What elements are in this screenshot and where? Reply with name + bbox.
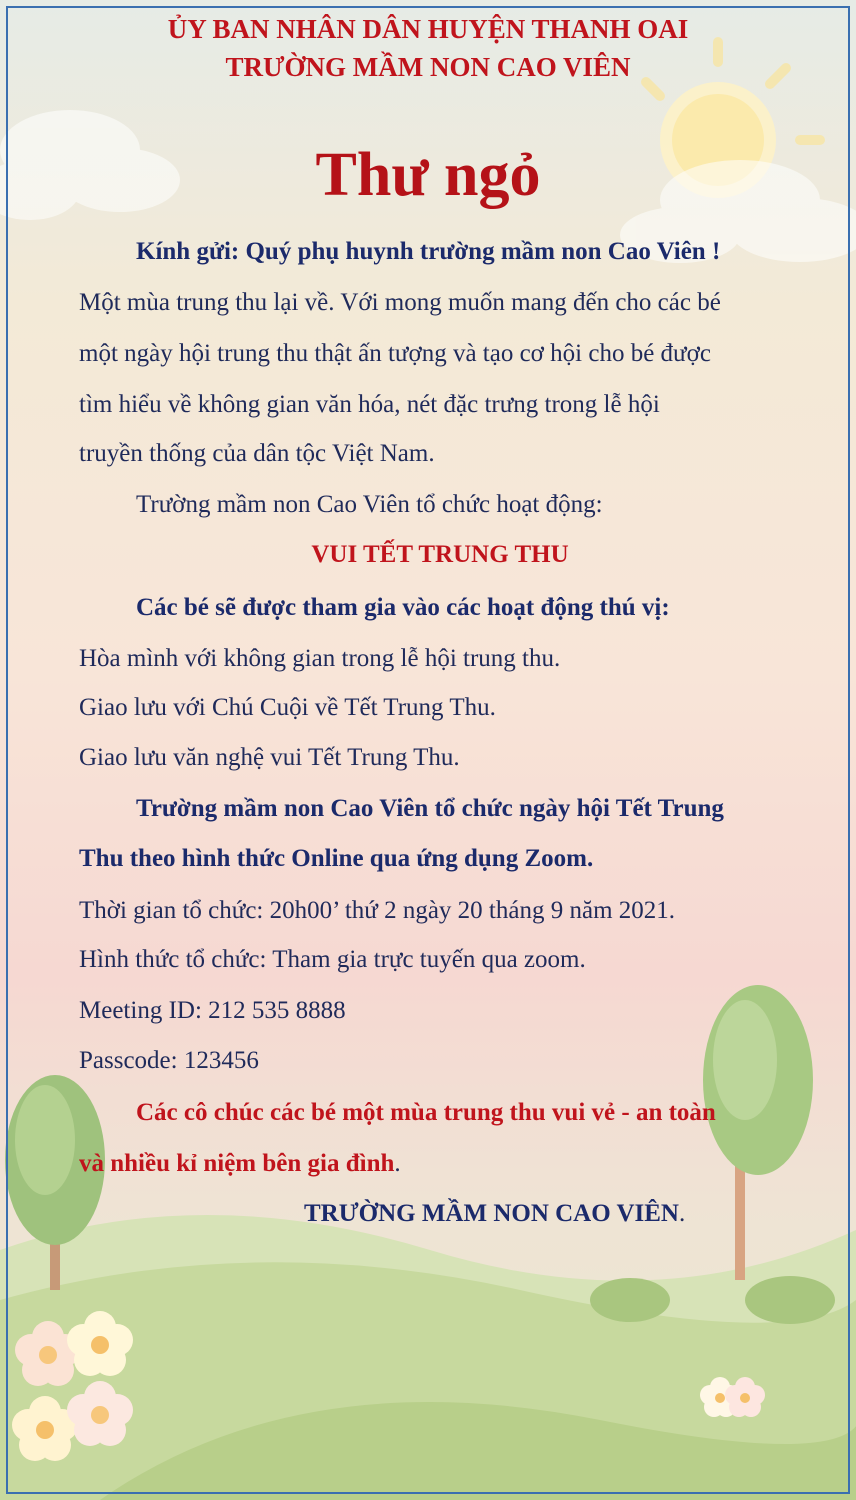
event-format: Hình thức tổ chức: Tham gia trực tuyến qua zoom.: [79, 946, 586, 973]
intro-line-4: truyền thống của dân tộc Việt Nam.: [79, 440, 435, 467]
intro-line-1: Một mùa trung thu lại về. Với mong muốn mang đến cho các bé: [79, 289, 721, 316]
greeting: Kính gửi: Quý phụ huynh trường mầm non Cao Viên !: [136, 238, 721, 265]
wishes-line-1: Các cô chúc các bé một mùa trung thu vui vẻ - an toàn: [136, 1099, 716, 1126]
wishes-line-2-wrap: [79, 1150, 401, 1178]
meeting-id: Meeting ID: 212 535 8888: [79, 997, 346, 1024]
header-line-1: ỦY BAN NHÂN DÂN HUYỆN THANH OAI: [167, 14, 689, 44]
signature-wrap: [304, 1200, 685, 1228]
signature: TRƯỜNG MẦM NON CAO VIÊN: [304, 1200, 679, 1227]
signature-end: .: [679, 1200, 686, 1227]
organize-line: Trường mầm non Cao Viên tổ chức hoạt động:: [136, 491, 603, 518]
online-notice-line-1: Trường mầm non Cao Viên tổ chức ngày hội Tết Trung: [136, 795, 724, 822]
letter-title: Thư ngỏ: [315, 141, 541, 209]
activity-item-2: Giao lưu với Chú Cuội về Tết Trung Thu.: [79, 694, 496, 721]
event-time: Thời gian tổ chức: 20h00’ thứ 2 ngày 20 tháng 9 năm 2021.: [79, 897, 676, 924]
online-notice-line-2: Thu theo hình thức Online qua ứng dụng Zoom.: [79, 845, 594, 872]
activity-item-3: Giao lưu văn nghệ vui Tết Trung Thu.: [79, 744, 460, 771]
event-name: VUI TẾT TRUNG THU: [311, 541, 569, 568]
wishes-line-2: và nhiều kỉ niệm bên gia đình: [79, 1150, 395, 1177]
activity-item-1: Hòa mình với không gian trong lễ hội trung thu.: [79, 645, 561, 672]
wishes-end: .: [394, 1150, 401, 1177]
hills: [0, 1215, 856, 1500]
tree-right-icon: [703, 985, 813, 1280]
passcode: Passcode: 123456: [79, 1047, 259, 1074]
activities-heading: Các bé sẽ được tham gia vào các hoạt động thú vị:: [136, 594, 670, 621]
header-line-2: TRƯỜNG MẦM NON CAO VIÊN: [225, 52, 631, 82]
intro-line-3: tìm hiểu về không gian văn hóa, nét đặc trưng trong lễ hội: [79, 391, 660, 418]
intro-line-2: một ngày hội trung thu thật ấn tượng và tạo cơ hội cho bé được: [79, 340, 711, 367]
